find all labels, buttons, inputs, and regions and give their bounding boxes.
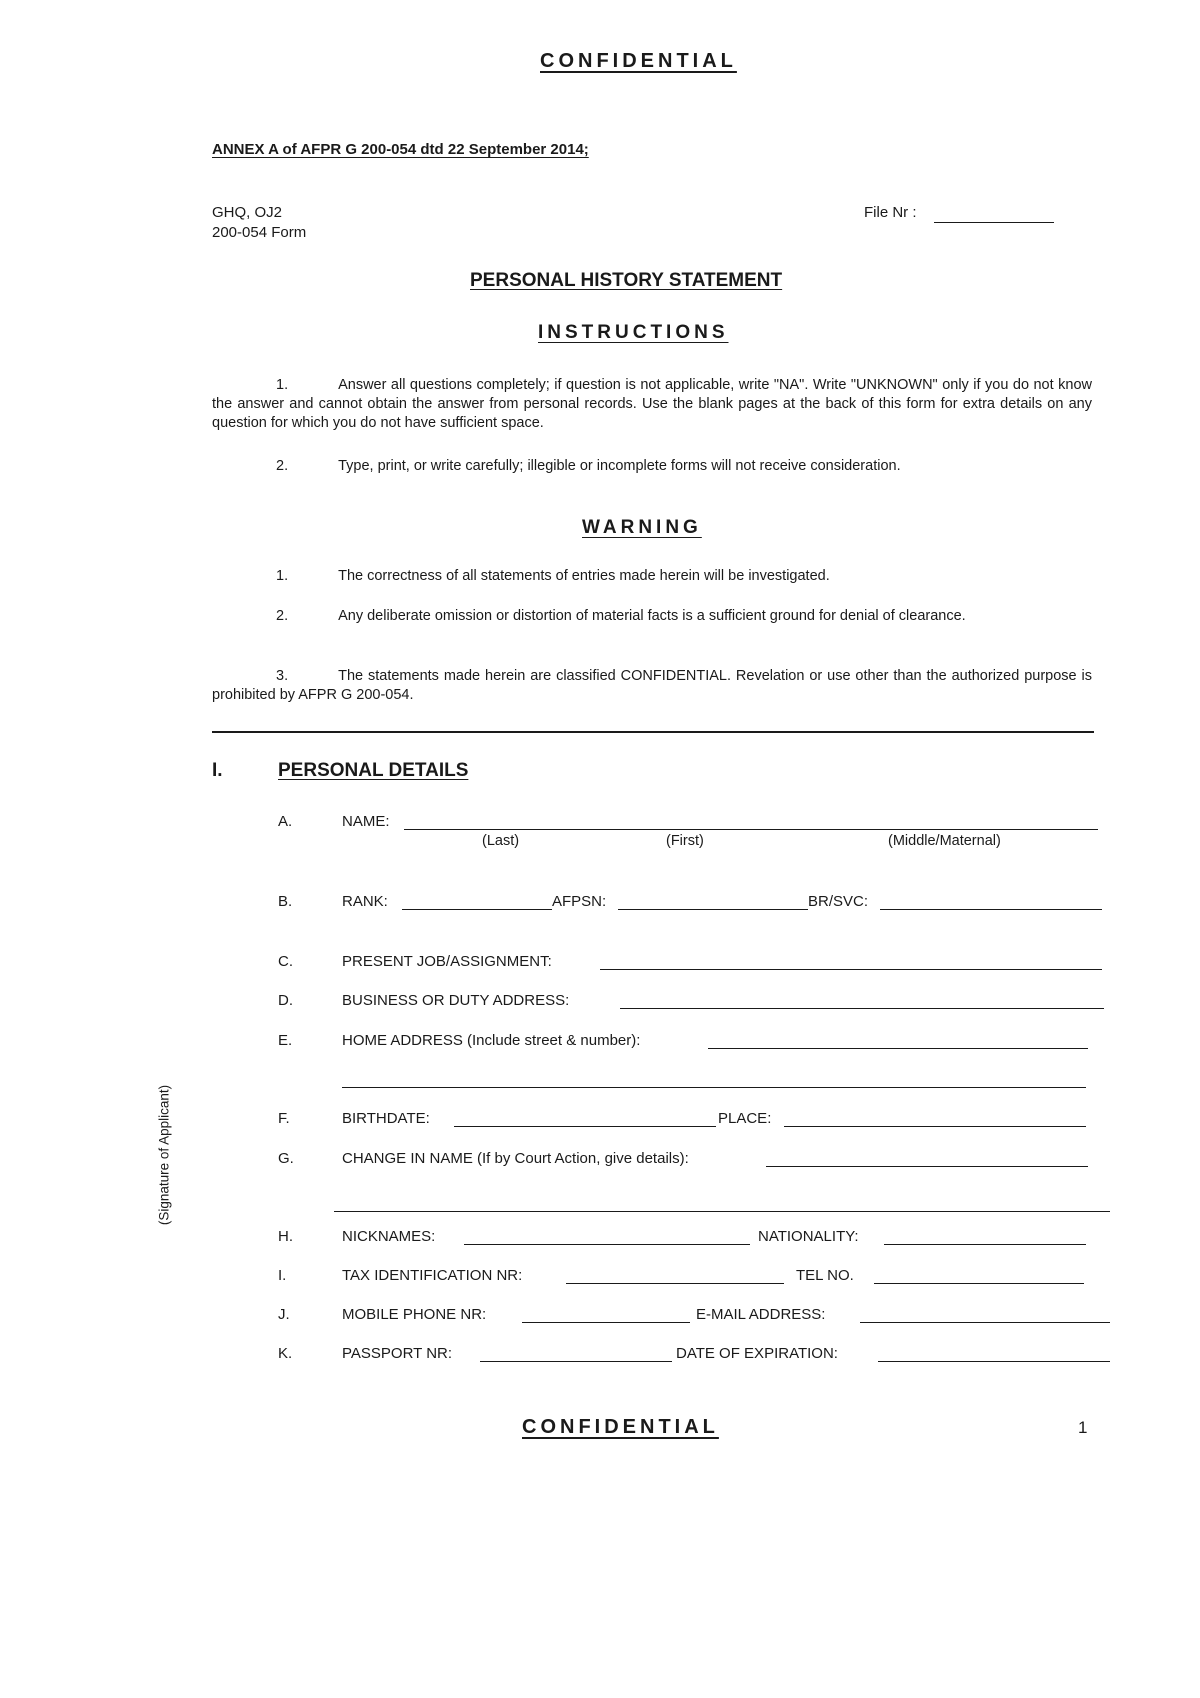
section-divider xyxy=(212,731,1094,733)
nationality-field[interactable] xyxy=(884,1244,1086,1245)
home-address-label: HOME ADDRESS (Include street & number): xyxy=(342,1032,641,1049)
instruction-item-1 xyxy=(212,376,1092,433)
home-address-field[interactable] xyxy=(708,1048,1088,1049)
warning-text: The correctness of all statements of entries made herein will be investigated. xyxy=(338,568,830,584)
nationality-label: NATIONALITY: xyxy=(758,1228,859,1245)
field-letter: I. xyxy=(278,1267,287,1284)
mobile-phone-label: MOBILE PHONE NR: xyxy=(342,1306,487,1323)
tel-no-field[interactable] xyxy=(874,1283,1084,1284)
field-letter: H. xyxy=(278,1228,293,1245)
field-letter: D. xyxy=(278,992,293,1009)
business-address-label: BUSINESS OR DUTY ADDRESS: xyxy=(342,992,570,1009)
field-letter: J. xyxy=(278,1306,290,1323)
passport-label: PASSPORT NR: xyxy=(342,1345,453,1362)
name-sublabel-last: (Last) xyxy=(482,833,520,849)
nicknames-label: NICKNAMES: xyxy=(342,1228,436,1245)
warning-item-3 xyxy=(212,667,1092,705)
name-label: NAME: xyxy=(342,813,390,830)
warning-number: 3. xyxy=(276,668,289,684)
tel-no-label: TEL NO. xyxy=(796,1267,854,1284)
warning-item-2 xyxy=(212,607,1092,626)
passport-expiration-field[interactable] xyxy=(878,1361,1110,1362)
annex-reference: ANNEX A of AFPR G 200-054 dtd 22 September 2014; xyxy=(212,141,589,158)
nicknames-field[interactable] xyxy=(464,1244,750,1245)
afpsn-field[interactable] xyxy=(618,909,808,910)
instruction-number: 1. xyxy=(276,377,289,393)
name-field[interactable] xyxy=(404,829,1098,830)
change-in-name-field[interactable] xyxy=(766,1166,1088,1167)
passport-expiration-label: DATE OF EXPIRATION: xyxy=(676,1345,838,1362)
home-address-field-line2[interactable] xyxy=(342,1087,1086,1088)
warning-heading: WARNING xyxy=(582,517,702,538)
afpsn-label: AFPSN: xyxy=(552,893,607,910)
br-svc-field[interactable] xyxy=(880,909,1102,910)
name-sublabel-first: (First) xyxy=(666,833,704,849)
birthdate-field[interactable] xyxy=(454,1126,716,1127)
instructions-heading: INSTRUCTIONS xyxy=(538,322,729,343)
field-letter: A. xyxy=(278,813,293,830)
tax-id-field[interactable] xyxy=(566,1283,784,1284)
field-letter: K. xyxy=(278,1345,293,1362)
warning-item-1 xyxy=(212,567,1092,586)
rank-label: RANK: xyxy=(342,893,388,910)
file-nr-label: File Nr : xyxy=(864,204,917,221)
change-in-name-label: CHANGE IN NAME (If by Court Action, give details): xyxy=(342,1150,689,1167)
passport-field[interactable] xyxy=(480,1361,672,1362)
email-field[interactable] xyxy=(860,1322,1110,1323)
field-letter: B. xyxy=(278,893,293,910)
instruction-number: 2. xyxy=(276,458,289,474)
page-number: 1 xyxy=(1078,1418,1088,1437)
section-number: I. xyxy=(212,760,223,781)
page-title: PERSONAL HISTORY STATEMENT xyxy=(470,270,783,291)
warning-number: 2. xyxy=(276,608,289,624)
field-letter: E. xyxy=(278,1032,293,1049)
file-nr-field[interactable] xyxy=(934,222,1054,223)
birthdate-label: BIRTHDATE: xyxy=(342,1110,430,1127)
field-letter: G. xyxy=(278,1150,294,1167)
warning-text: Any deliberate omission or distortion of material facts is a sufficient ground for denial of clearance. xyxy=(338,608,966,624)
field-letter: C. xyxy=(278,953,293,970)
business-address-field[interactable] xyxy=(620,1008,1104,1009)
section-heading: PERSONAL DETAILS xyxy=(278,760,469,781)
name-sublabel-middle: (Middle/Maternal) xyxy=(888,833,1001,849)
change-in-name-field-line2[interactable] xyxy=(334,1211,1110,1212)
mobile-phone-field[interactable] xyxy=(522,1322,690,1323)
instruction-text: Answer all questions completely; if question is not applicable, write "NA". Write "UNKNOWN" only if you do not know the answer and cannot obtain the answer from personal records. Use the blank pages at the back of this form for extra details on any question for which you do not have sufficient space. xyxy=(212,377,1092,431)
place-label: PLACE: xyxy=(718,1110,772,1127)
confidential-footer: CONFIDENTIAL xyxy=(522,1416,719,1438)
field-letter: F. xyxy=(278,1110,290,1127)
rank-field[interactable] xyxy=(402,909,552,910)
place-field[interactable] xyxy=(784,1126,1086,1127)
email-label: E-MAIL ADDRESS: xyxy=(696,1306,826,1323)
form-number: 200-054 Form xyxy=(212,224,307,241)
warning-number: 1. xyxy=(276,568,289,584)
instruction-item-2 xyxy=(212,457,1092,476)
tax-id-label: TAX IDENTIFICATION NR: xyxy=(342,1267,523,1284)
present-job-field[interactable] xyxy=(600,969,1102,970)
present-job-label: PRESENT JOB/ASSIGNMENT: xyxy=(342,953,552,970)
confidential-header: CONFIDENTIAL xyxy=(540,50,737,72)
office-code: GHQ, OJ2 xyxy=(212,204,283,221)
instruction-text: Type, print, or write carefully; illegible or incomplete forms will not receive consideration. xyxy=(338,458,901,474)
warning-text: The statements made herein are classified CONFIDENTIAL. Revelation or use other than the authorized purpose is prohibited by AFPR G 200-054. xyxy=(212,668,1092,703)
signature-of-applicant-label: (Signature of Applicant) xyxy=(156,1084,172,1226)
br-svc-label: BR/SVC: xyxy=(808,893,869,910)
